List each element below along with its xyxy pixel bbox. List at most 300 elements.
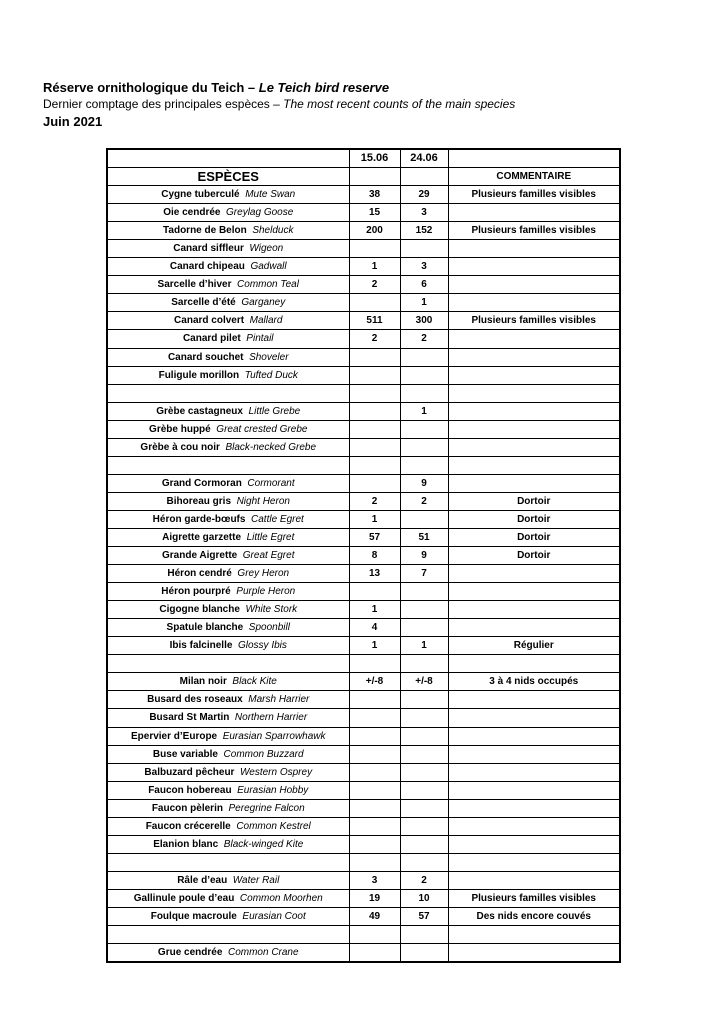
- species-name-fr: Cygne tuberculé: [161, 189, 240, 201]
- count-15-06-cell: [349, 926, 400, 944]
- table-row: [107, 438, 620, 456]
- species-column-header: ESPÈCES: [107, 168, 349, 186]
- table-row: [107, 456, 620, 474]
- table-row: [107, 547, 620, 565]
- count-24-06-cell: 51: [400, 528, 448, 546]
- comment-cell: [448, 601, 620, 619]
- comment-cell: Dortoir: [448, 528, 620, 546]
- count-15-06-cell: [349, 745, 400, 763]
- header-empty-cell: [349, 168, 400, 186]
- species-name-cell: [107, 655, 349, 673]
- species-name-fr: Faucon hobereau: [148, 784, 232, 796]
- count-15-06-cell: [349, 799, 400, 817]
- species-name-fr: Canard pilet: [182, 333, 241, 345]
- count-15-06-cell: 200: [349, 222, 400, 240]
- table-row: [107, 384, 620, 402]
- count-24-06-cell: [400, 709, 448, 727]
- species-name-cell: [107, 583, 349, 601]
- count-15-06-cell: [349, 583, 400, 601]
- species-name-fr: Canard chipeau: [169, 261, 245, 273]
- count-24-06-cell: [400, 366, 448, 384]
- count-24-06-cell: [400, 384, 448, 402]
- count-24-06-cell: [400, 727, 448, 745]
- comment-cell: [448, 781, 620, 799]
- report-month: Juin 2021: [43, 114, 103, 129]
- comment-cell: [448, 438, 620, 456]
- species-name-fr: Oie cendrée: [163, 207, 221, 219]
- comment-cell: [448, 366, 620, 384]
- species-name-cell: [107, 944, 349, 963]
- species-name-en: Wigeon: [249, 243, 284, 255]
- table-row: [107, 348, 620, 366]
- count-24-06-cell: 9: [400, 474, 448, 492]
- species-name-cell: [107, 222, 349, 240]
- comment-cell: [448, 763, 620, 781]
- species-count-table-body: [107, 149, 620, 962]
- table-row: [107, 745, 620, 763]
- species-name-en: Purple Heron: [236, 586, 296, 598]
- count-24-06-cell: [400, 835, 448, 853]
- species-name-fr: Epervier d’Europe: [130, 730, 218, 742]
- species-name-en: White Stork: [245, 604, 298, 616]
- count-24-06-cell: 3: [400, 258, 448, 276]
- count-15-06-cell: [349, 402, 400, 420]
- comment-cell: [448, 619, 620, 637]
- header-empty-cell: [107, 149, 349, 168]
- species-name-fr: Aigrette garzette: [162, 532, 242, 543]
- comment-cell: [448, 745, 620, 763]
- species-name-fr: Busard St Martin: [149, 712, 230, 724]
- species-name-cell: [107, 907, 349, 925]
- count-15-06-cell: [349, 474, 400, 492]
- species-name-cell: [107, 637, 349, 655]
- count-24-06-cell: [400, 583, 448, 601]
- comment-cell: [448, 565, 620, 583]
- comment-cell: [448, 348, 620, 366]
- date-2-header: 24.06: [400, 149, 448, 168]
- species-name-cell: [107, 709, 349, 727]
- species-name-en: Gadwall: [250, 261, 287, 273]
- species-name-cell: [107, 601, 349, 619]
- species-name-cell: [107, 781, 349, 799]
- date-1-header: 15.06: [349, 149, 400, 168]
- species-name-fr: Buse variable: [152, 748, 218, 760]
- species-name-fr: Milan noir: [179, 676, 227, 688]
- comment-cell: [448, 240, 620, 258]
- comment-cell: [448, 817, 620, 835]
- title-en: Le Teich bird reserve: [258, 80, 390, 95]
- species-name-fr: Héron garde-bœufs: [152, 513, 246, 525]
- comment-cell: [448, 709, 620, 727]
- species-name-cell: [107, 926, 349, 944]
- comment-cell: Régulier: [448, 637, 620, 655]
- comment-cell: [448, 871, 620, 889]
- table-row: [107, 222, 620, 240]
- count-15-06-cell: [349, 240, 400, 258]
- count-15-06-cell: [349, 384, 400, 402]
- species-name-cell: [107, 186, 349, 204]
- species-count-table: [106, 148, 621, 963]
- count-24-06-cell: 3: [400, 204, 448, 222]
- species-name-en: Great Egret: [242, 550, 295, 562]
- species-name-cell: [107, 276, 349, 294]
- comment-cell: [448, 330, 620, 348]
- count-24-06-cell: 29: [400, 186, 448, 204]
- species-name-cell: [107, 438, 349, 456]
- count-24-06-cell: +/-8: [400, 673, 448, 691]
- count-24-06-cell: 2: [400, 492, 448, 510]
- comment-cell: Plusieurs familles visibles: [448, 222, 620, 240]
- document-subtitle: [43, 96, 515, 113]
- species-name-fr: Grèbe castagneux: [156, 405, 243, 417]
- species-name-en: Glossy Ibis: [237, 640, 287, 652]
- count-15-06-cell: 57: [349, 528, 400, 546]
- document-title: [43, 79, 515, 96]
- table-row: [107, 420, 620, 438]
- species-name-en: Water Rail: [232, 874, 280, 886]
- table-row: [107, 944, 620, 963]
- species-name-fr: Grèbe à cou noir: [140, 441, 220, 453]
- count-24-06-cell: [400, 456, 448, 474]
- table-row: [107, 637, 620, 655]
- table-row: [107, 926, 620, 944]
- comment-cell: [448, 853, 620, 871]
- table-row: [107, 871, 620, 889]
- count-24-06-cell: [400, 601, 448, 619]
- table-row: [107, 709, 620, 727]
- species-name-en: Black-winged Kite: [223, 838, 304, 850]
- species-name-en: Greylag Goose: [226, 207, 294, 219]
- title-fr: Réserve ornithologique du Teich: [43, 80, 245, 95]
- species-name-cell: [107, 330, 349, 348]
- species-name-cell: [107, 294, 349, 312]
- species-name-cell: [107, 565, 349, 583]
- species-name-fr: Tadorne de Belon: [163, 225, 247, 237]
- comment-cell: [448, 204, 620, 222]
- species-name-cell: [107, 871, 349, 889]
- count-15-06-cell: 1: [349, 258, 400, 276]
- count-15-06-cell: [349, 763, 400, 781]
- count-24-06-cell: [400, 926, 448, 944]
- species-name-cell: [107, 889, 349, 907]
- count-24-06-cell: 57: [400, 907, 448, 925]
- species-name-cell: [107, 817, 349, 835]
- count-15-06-cell: [349, 438, 400, 456]
- count-24-06-cell: [400, 853, 448, 871]
- species-name-cell: [107, 348, 349, 366]
- species-name-cell: [107, 691, 349, 709]
- comment-column-header: COMMENTAIRE: [448, 168, 620, 186]
- species-name-en: Northern Harrier: [234, 712, 308, 724]
- table-row: [107, 781, 620, 799]
- species-name-fr: Foulque macroule: [150, 910, 237, 922]
- comment-cell: [448, 835, 620, 853]
- species-name-en: Grey Heron: [237, 568, 290, 580]
- count-15-06-cell: 15: [349, 204, 400, 222]
- species-name-fr: Busard des roseaux: [147, 694, 243, 706]
- count-15-06-cell: 511: [349, 312, 400, 330]
- count-24-06-cell: 1: [400, 294, 448, 312]
- count-15-06-cell: 4: [349, 619, 400, 637]
- count-15-06-cell: 2: [349, 330, 400, 348]
- table-row: [107, 799, 620, 817]
- count-15-06-cell: 19: [349, 889, 400, 907]
- comment-cell: [448, 402, 620, 420]
- count-24-06-cell: 1: [400, 637, 448, 655]
- count-15-06-cell: 3: [349, 871, 400, 889]
- count-15-06-cell: [349, 456, 400, 474]
- species-name-fr: Héron pourpré: [161, 586, 231, 598]
- species-name-en: Tufted Duck: [244, 369, 298, 381]
- count-15-06-cell: [349, 655, 400, 673]
- species-name-cell: [107, 799, 349, 817]
- count-24-06-cell: 9: [400, 547, 448, 565]
- table-row: [107, 258, 620, 276]
- count-15-06-cell: [349, 944, 400, 963]
- count-15-06-cell: 2: [349, 276, 400, 294]
- count-24-06-cell: [400, 619, 448, 637]
- species-name-fr: Grue cendrée: [157, 947, 223, 959]
- species-name-fr: Canard colvert: [174, 315, 245, 327]
- species-name-cell: [107, 619, 349, 637]
- species-name-cell: [107, 835, 349, 853]
- title-separator: –: [244, 80, 259, 95]
- species-name-en: Common Teal: [237, 279, 299, 291]
- count-24-06-cell: [400, 438, 448, 456]
- table-row: [107, 528, 620, 546]
- count-24-06-cell: [400, 817, 448, 835]
- table-row: [107, 835, 620, 853]
- species-name-cell: [107, 204, 349, 222]
- species-name-en: Night Heron: [236, 495, 290, 507]
- species-name-fr: Grand Cormoran: [161, 477, 242, 489]
- species-name-cell: [107, 366, 349, 384]
- species-name-cell: [107, 853, 349, 871]
- comment-cell: [448, 655, 620, 673]
- header-empty-cell: [448, 149, 620, 168]
- count-24-06-cell: [400, 348, 448, 366]
- table-row: [107, 889, 620, 907]
- species-name-en: Eurasian Hobby: [237, 784, 309, 796]
- species-name-fr: Ibis falcinelle: [169, 640, 233, 652]
- species-name-en: Eurasian Coot: [242, 910, 306, 922]
- count-24-06-cell: 6: [400, 276, 448, 294]
- count-24-06-cell: 7: [400, 565, 448, 583]
- table-row: [107, 312, 620, 330]
- count-15-06-cell: [349, 294, 400, 312]
- count-15-06-cell: 2: [349, 492, 400, 510]
- table-row: [107, 276, 620, 294]
- count-24-06-cell: 2: [400, 871, 448, 889]
- count-15-06-cell: 8: [349, 547, 400, 565]
- table-row: [107, 204, 620, 222]
- count-15-06-cell: +/-8: [349, 673, 400, 691]
- species-name-en: Little Egret: [246, 532, 295, 543]
- species-name-en: Cattle Egret: [251, 513, 304, 525]
- species-name-en: Garganey: [241, 297, 286, 309]
- subtitle-separator: –: [269, 97, 284, 111]
- species-name-fr: Gallinule poule d’eau: [133, 892, 235, 904]
- table-row: [107, 907, 620, 925]
- comment-cell: Plusieurs familles visibles: [448, 186, 620, 204]
- species-name-en: Western Osprey: [240, 766, 313, 778]
- count-24-06-cell: 2: [400, 330, 448, 348]
- count-24-06-cell: [400, 781, 448, 799]
- subtitle-fr: Dernier comptage des principales espèces: [43, 97, 270, 111]
- subtitle-en: The most recent counts of the main species: [283, 97, 516, 111]
- table-row: [107, 691, 620, 709]
- table-row: [107, 474, 620, 492]
- species-name-en: Shoveler: [249, 351, 289, 363]
- species-name-fr: Sarcelle d’été: [171, 297, 236, 309]
- species-name-cell: [107, 528, 349, 546]
- species-name-fr: Râle d’eau: [177, 874, 228, 886]
- table-row: [107, 492, 620, 510]
- species-name-en: Little Grebe: [248, 405, 301, 417]
- species-name-fr: Héron cendré: [167, 568, 232, 580]
- count-24-06-cell: 10: [400, 889, 448, 907]
- comment-cell: Plusieurs familles visibles: [448, 312, 620, 330]
- species-name-en: Marsh Harrier: [248, 694, 310, 706]
- table-row: [107, 510, 620, 528]
- species-name-fr: Grande Aigrette: [162, 550, 238, 562]
- species-name-en: Mute Swan: [245, 189, 296, 201]
- comment-cell: Dortoir: [448, 492, 620, 510]
- species-name-en: Black Kite: [232, 676, 277, 688]
- species-name-en: Common Moorhen: [239, 892, 323, 904]
- species-name-cell: [107, 727, 349, 745]
- header-empty-cell: [400, 168, 448, 186]
- comment-cell: [448, 456, 620, 474]
- table-row: [107, 366, 620, 384]
- species-name-en: Peregrine Falcon: [228, 802, 305, 814]
- table-row: [107, 763, 620, 781]
- comment-cell: Plusieurs familles visibles: [448, 889, 620, 907]
- count-15-06-cell: 1: [349, 510, 400, 528]
- species-name-cell: [107, 673, 349, 691]
- comment-cell: [448, 691, 620, 709]
- comment-cell: [448, 944, 620, 963]
- count-24-06-cell: [400, 763, 448, 781]
- count-15-06-cell: [349, 835, 400, 853]
- table-column-header-row: [107, 168, 620, 186]
- species-name-fr: Faucon crécerelle: [145, 820, 231, 832]
- species-name-fr: Fuligule morillon: [158, 369, 240, 381]
- comment-cell: [448, 799, 620, 817]
- table-row: [107, 583, 620, 601]
- species-name-en: Cormorant: [247, 477, 295, 489]
- count-24-06-cell: [400, 799, 448, 817]
- species-name-cell: [107, 745, 349, 763]
- species-name-en: Great crested Grebe: [216, 423, 308, 435]
- comment-cell: [448, 384, 620, 402]
- comment-cell: 3 à 4 nids occupés: [448, 673, 620, 691]
- species-name-cell: [107, 510, 349, 528]
- species-name-cell: [107, 763, 349, 781]
- comment-cell: [448, 258, 620, 276]
- species-name-en: Common Crane: [227, 947, 299, 959]
- count-15-06-cell: [349, 727, 400, 745]
- table-row: [107, 601, 620, 619]
- table-row: [107, 727, 620, 745]
- comment-cell: Des nids encore couvés: [448, 907, 620, 925]
- table-row: [107, 330, 620, 348]
- species-name-cell: [107, 547, 349, 565]
- species-name-cell: [107, 474, 349, 492]
- species-name-cell: [107, 384, 349, 402]
- species-name-fr: Elanion blanc: [153, 838, 219, 850]
- count-24-06-cell: [400, 655, 448, 673]
- table-row: [107, 817, 620, 835]
- count-15-06-cell: [349, 853, 400, 871]
- species-name-en: Common Buzzard: [223, 748, 304, 760]
- count-24-06-cell: [400, 944, 448, 963]
- species-name-cell: [107, 258, 349, 276]
- species-name-en: Pintail: [246, 333, 274, 345]
- count-15-06-cell: [349, 709, 400, 727]
- count-15-06-cell: 13: [349, 565, 400, 583]
- count-15-06-cell: [349, 420, 400, 438]
- count-24-06-cell: [400, 240, 448, 258]
- count-15-06-cell: 1: [349, 601, 400, 619]
- count-15-06-cell: 49: [349, 907, 400, 925]
- comment-cell: [448, 474, 620, 492]
- species-name-cell: [107, 420, 349, 438]
- species-name-en: Common Kestrel: [236, 820, 311, 832]
- count-15-06-cell: 1: [349, 637, 400, 655]
- count-24-06-cell: [400, 745, 448, 763]
- count-15-06-cell: [349, 366, 400, 384]
- comment-cell: Dortoir: [448, 510, 620, 528]
- count-15-06-cell: [349, 817, 400, 835]
- table-row: [107, 619, 620, 637]
- count-15-06-cell: [349, 348, 400, 366]
- species-name-fr: Spatule blanche: [166, 622, 244, 634]
- table-row: [107, 240, 620, 258]
- table-date-header-row: [107, 149, 620, 168]
- comment-cell: [448, 294, 620, 312]
- table-row: [107, 673, 620, 691]
- species-name-cell: [107, 240, 349, 258]
- species-name-cell: [107, 402, 349, 420]
- comment-cell: [448, 727, 620, 745]
- species-name-cell: [107, 456, 349, 474]
- table-row: [107, 186, 620, 204]
- species-name-fr: Balbuzard pêcheur: [144, 766, 235, 778]
- species-name-en: Shelduck: [252, 225, 294, 237]
- species-name-en: Mallard: [249, 315, 283, 327]
- count-24-06-cell: 300: [400, 312, 448, 330]
- species-name-en: Eurasian Sparrowhawk: [222, 730, 326, 742]
- count-15-06-cell: 38: [349, 186, 400, 204]
- comment-cell: [448, 276, 620, 294]
- species-name-en: Spoonbill: [248, 622, 290, 634]
- count-24-06-cell: [400, 420, 448, 438]
- table-row: [107, 565, 620, 583]
- species-name-fr: Bihoreau gris: [166, 495, 232, 507]
- species-name-fr: Canard siffleur: [173, 243, 244, 255]
- table-row: [107, 655, 620, 673]
- count-15-06-cell: [349, 691, 400, 709]
- count-24-06-cell: [400, 691, 448, 709]
- comment-cell: [448, 926, 620, 944]
- comment-cell: [448, 583, 620, 601]
- species-name-cell: [107, 492, 349, 510]
- document-header: [43, 79, 515, 130]
- species-name-fr: Sarcelle d’hiver: [157, 279, 232, 291]
- comment-cell: [448, 420, 620, 438]
- species-name-fr: Faucon pèlerin: [151, 802, 223, 814]
